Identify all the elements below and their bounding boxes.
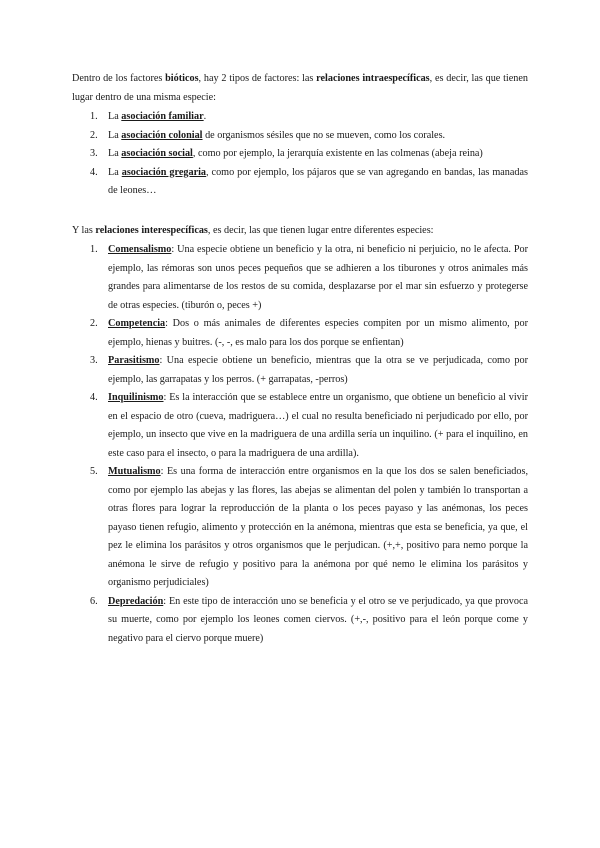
- list-item: [72, 108, 528, 127]
- item-number: 2.: [90, 129, 98, 141]
- item-text: , como por ejemplo, los pájaros que se van agregando en bandas, las manadas de leones…: [108, 166, 528, 196]
- list-item: [72, 145, 528, 164]
- interspecific-list: [72, 241, 528, 648]
- list-item: [72, 593, 528, 649]
- item-prefix: La: [108, 166, 122, 178]
- item-term: asociación social: [121, 148, 193, 159]
- intro-text-2: , hay 2 tipos de factores: las: [198, 73, 317, 84]
- intraspecific-list: [72, 108, 528, 201]
- item-text: .: [203, 111, 207, 122]
- list-item: [72, 389, 528, 463]
- list-item: [72, 241, 528, 315]
- list-item: [72, 352, 528, 389]
- item-text: : Es una forma de interacción entre organismos en la que los dos se salen beneficiados, como por ejemplo las abejas y las flores, las abejas se alimentan del polen y también lo transportan a otras flores para lograr la reproducción de la planta o los peces payaso y las anémonas, los peces payaso tienen refugio, alimento y protección en la anémona, mientras que esta se beneficia, ya que, el pez le elimina los parásitos y otros organismos que le perjudican. (+,+, positivo para nemo porque la anémona le sirve de refugio y positivo para la anémona por qué nemo le elimina los parásitos y organismo perjudiciales): [108, 466, 528, 588]
- list-item: [72, 463, 528, 593]
- list-item: [72, 164, 528, 201]
- item-prefix: La: [108, 129, 122, 141]
- item-term: asociación colonial: [121, 129, 203, 141]
- intro-paragraph: [72, 70, 528, 107]
- item-text: : Una especie obtiene un beneficio y la otra, ni beneficio ni perjuicio, no le afecta. Por ejemplo, las rémoras son unos peces pequeños que se adhieren a los tiburones y otros animales más grandes para alimentarse de los restos de su comida, desplazarse por el mar sin esfuerzo y protegerse de otras especies. (tiburón o, peces +): [108, 244, 528, 311]
- item-term: asociación familiar: [121, 111, 204, 122]
- item-term: Depredación: [108, 595, 164, 607]
- list-item: [72, 315, 528, 352]
- item-number: 5.: [90, 466, 98, 477]
- item-text: , como por ejemplo, la jerarquía existente en las colmenas (abeja reina): [192, 148, 483, 159]
- intraespecificas-term: relaciones intraespecíficas: [316, 73, 430, 84]
- item-text: : Una especie obtiene un beneficio, mientras que la otra se ve perjudicada, como por ejemplo, las garrapatas y los perros. (+ garrapatas, -perros): [108, 355, 528, 385]
- item-number: 4.: [90, 392, 98, 403]
- item-term: asociación gregaria: [121, 166, 207, 178]
- item-prefix: La: [108, 148, 122, 159]
- item-text: : Dos o más animales de diferentes especies compiten por un mismo alimento, por ejemplo, hienas y buitres. (-, -, es malo para los dos porque se enfientan): [108, 318, 528, 348]
- item-prefix: La: [108, 111, 122, 122]
- item-term: Mutualismo: [108, 466, 161, 477]
- intro-text-1: Dentro de los factores: [72, 73, 166, 84]
- item-number: 1.: [90, 244, 98, 255]
- item-number: 2.: [90, 318, 98, 329]
- item-number: 6.: [90, 595, 98, 607]
- list-item: [72, 127, 528, 146]
- inter-text-2: , es decir, las que tienen lugar entre diferentes especies:: [207, 225, 434, 236]
- bioticos-term: bióticos: [165, 73, 199, 84]
- interespecificas-term: relaciones interespecíficas: [95, 225, 208, 236]
- inter-text-1: Y las: [72, 225, 96, 236]
- item-number: 3.: [90, 148, 98, 159]
- item-number: 1.: [90, 111, 98, 122]
- item-text: de organismos sésiles que no se mueven, como los corales.: [202, 129, 446, 141]
- item-number: 4.: [90, 166, 98, 178]
- item-term: Competencia: [108, 318, 166, 329]
- item-text: : Es la interacción que se establece entre un organismo, que obtiene un beneficio al vivir en el espacio de otro (cueva, madriguera…) el cual no resulta beneficiado ni perjudicado por ello, por ejemplo, un insecto que vive en la madriguera de una ardilla sería un inquilino. (+ para el inquilino, en este caso para el insecto, o para la madriguera de una ardilla).: [108, 392, 528, 459]
- item-text: : En este tipo de interacción uno se beneficia y el otro se ve perjudicado, ya que provoca su muerte, como por ejemplo los leones comen ciervos. (+,-, positivo para el león porque come y negativo para el ciervo porque muere): [108, 595, 528, 644]
- item-term: Parasitismo: [108, 355, 160, 366]
- item-term: Inquilinismo: [108, 392, 164, 403]
- item-number: 3.: [90, 355, 98, 366]
- item-term: Comensalismo: [108, 244, 172, 255]
- intro-text-3: , es decir, las que tienen lugar dentro de una misma especie:: [72, 73, 528, 103]
- interspecific-intro: [72, 222, 528, 241]
